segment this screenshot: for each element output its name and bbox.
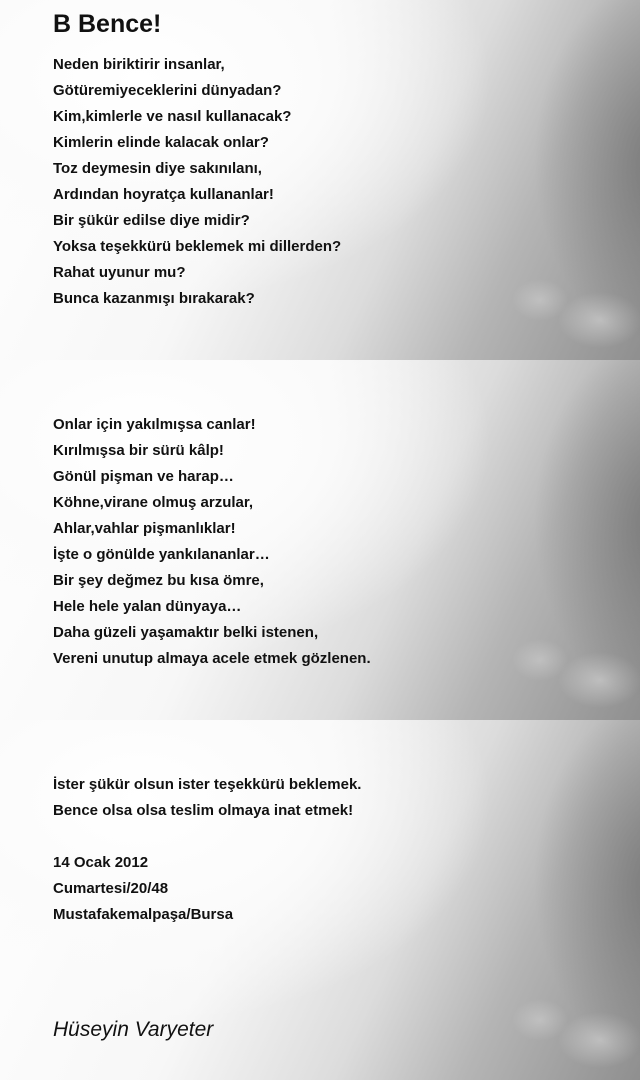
poem-place: Mustafakemalpaşa/Bursa: [53, 906, 234, 923]
poem-title: B Bence!: [53, 10, 162, 38]
poem-line: İster şükür olsun ister teşekkürü beklemek.: [53, 776, 362, 793]
date-place-block: [53, 850, 233, 928]
poem-line: Daha güzeli yaşamaktır belki istenen,: [53, 624, 319, 641]
poem-line: Kırılmışsa bir sürü kâlp!: [53, 442, 224, 459]
poem-time: Cumartesi/20/48: [53, 880, 169, 897]
poem-line: Ardından hoyratça kullananlar!: [53, 186, 274, 203]
poem-line: Hele hele yalan dünyaya…: [53, 598, 242, 615]
poem-line: Götüremiyeceklerini dünyadan?: [53, 82, 282, 99]
poem-line: Vereni unutup almaya acele etmek gözlenen.: [53, 650, 371, 667]
stanza-1: [53, 52, 341, 312]
poem-line: Bence olsa olsa teslim olmaya inat etmek!: [53, 802, 354, 819]
poem-line: Kim,kimlerle ve nasıl kullanacak?: [53, 108, 292, 125]
poem-panel-2: [0, 360, 640, 720]
poem-line: Ahlar,vahlar pişmanlıklar!: [53, 520, 236, 537]
poem-line: Yoksa teşekkürü beklemek mi dillerden?: [53, 238, 342, 255]
poem-line: Neden biriktirir insanlar,: [53, 56, 225, 73]
poem-panel-3: [0, 720, 640, 1080]
poem-author: Hüseyin Varyeter: [53, 1018, 214, 1041]
stanza-3: [53, 772, 361, 824]
poem-date: 14 Ocak 2012: [53, 854, 149, 871]
poem-line: Bunca kazanmışı bırakarak?: [53, 290, 255, 307]
poem-line: Gönül pişman ve harap…: [53, 468, 234, 485]
poem-line: Bir şükür edilse diye midir?: [53, 212, 250, 229]
stanza-2: [53, 412, 371, 672]
poem-line: Onlar için yakılmışsa canlar!: [53, 416, 256, 433]
poem-line: Rahat uyunur mu?: [53, 264, 186, 281]
poem-line: Köhne,virane olmuş arzular,: [53, 494, 254, 511]
poem-line: Bir şey değmez bu kısa ömre,: [53, 572, 264, 589]
poem-line: İşte o gönülde yankılananlar…: [53, 546, 270, 563]
poem-line: Toz deymesin diye sakınılanı,: [53, 160, 262, 177]
poem-line: Kimlerin elinde kalacak onlar?: [53, 134, 269, 151]
poem-panel-1: [0, 0, 640, 360]
